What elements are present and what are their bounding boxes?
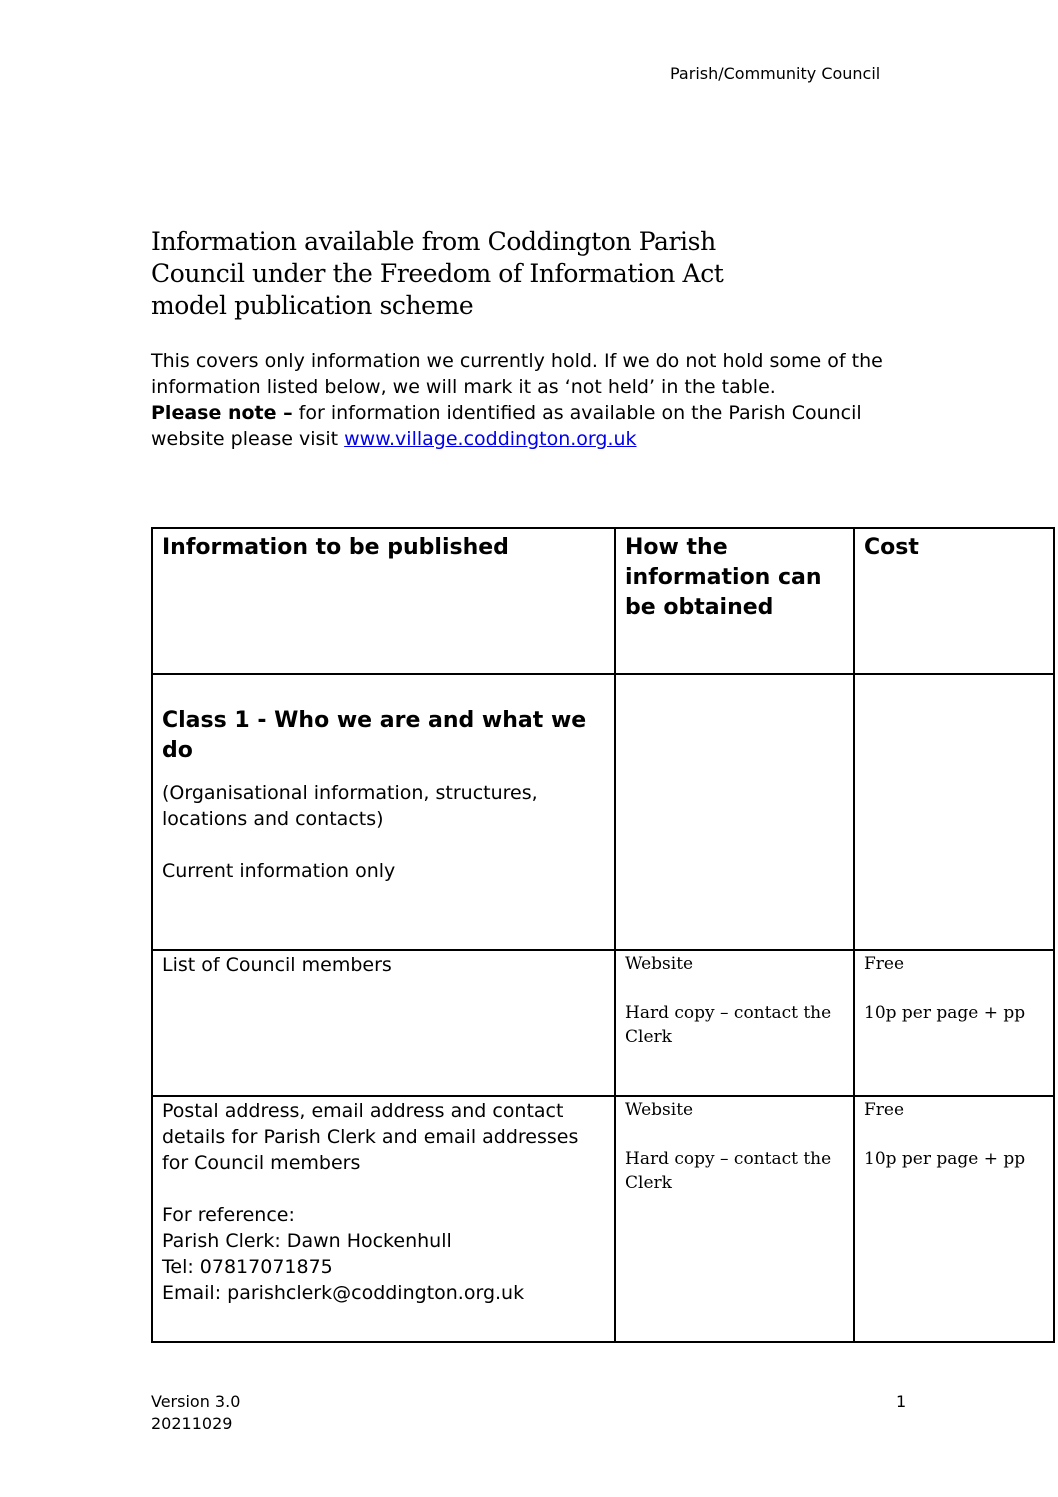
how-cell xyxy=(615,950,854,1096)
class-cost-cell xyxy=(854,674,1054,950)
class-title: Class 1 - Who we are and what we do xyxy=(162,708,587,763)
reference-label: For reference: xyxy=(162,1204,295,1226)
note-text: for information identified as available on the Parish Council website please visit xyxy=(151,402,862,450)
class-cell xyxy=(152,674,615,950)
title-line: model publication scheme xyxy=(151,291,474,320)
cost-website: Free xyxy=(864,1100,905,1120)
info-text: Postal address, email address and contact details for Parish Clerk and email addresses for Council members xyxy=(162,1100,579,1174)
header-info: Information to be published xyxy=(152,528,615,674)
title-line: Council under the Freedom of Information Act xyxy=(151,259,724,288)
header-how: How the information can be obtained xyxy=(615,528,854,674)
how-website: Website xyxy=(625,1100,694,1120)
cost-cell xyxy=(854,950,1054,1096)
how-cell xyxy=(615,1096,854,1342)
note-paragraph xyxy=(151,400,911,452)
page-number: 1 xyxy=(896,1392,907,1411)
footer-version-block xyxy=(151,1391,240,1435)
note-label: Please note – xyxy=(151,402,293,424)
cost-website: Free xyxy=(864,954,905,974)
class-description: (Organisational information, structures, locations and contacts) xyxy=(162,782,538,830)
cost-cell xyxy=(854,1096,1054,1342)
how-website: Website xyxy=(625,954,694,974)
reference-tel: Tel: 07817071875 xyxy=(162,1256,333,1278)
table-row xyxy=(152,1096,1054,1342)
table-header-row xyxy=(152,528,1054,674)
cost-hard-copy: 10p per page + pp xyxy=(864,1003,1026,1023)
title-line: Information available from Coddington Parish xyxy=(151,227,716,256)
header-cost: Cost xyxy=(854,528,1054,674)
class-scope: Current information only xyxy=(162,860,396,882)
how-hard-copy: Hard copy – contact the Clerk xyxy=(625,1003,832,1047)
reference-email: Email: parishclerk@coddington.org.uk xyxy=(162,1282,525,1304)
website-link[interactable]: www.village.coddington.org.uk xyxy=(344,428,637,450)
info-text: List of Council members xyxy=(162,954,392,976)
reference-clerk: Parish Clerk: Dawn Hockenhull xyxy=(162,1230,452,1252)
how-hard-copy: Hard copy – contact the Clerk xyxy=(625,1149,832,1193)
page-title xyxy=(151,226,771,322)
footer-date: 20211029 xyxy=(151,1414,233,1433)
cost-hard-copy: 10p per page + pp xyxy=(864,1149,1026,1169)
footer-version: Version 3.0 xyxy=(151,1392,241,1411)
intro-paragraph: This covers only information we currently hold. If we do not hold some of the information listed below, we will mark it as ‘not held’ in the table. xyxy=(151,350,883,398)
intro-section xyxy=(151,348,911,452)
class-how-cell xyxy=(615,674,854,950)
info-cell xyxy=(152,950,615,1096)
table-row xyxy=(152,950,1054,1096)
publication-table xyxy=(151,527,1055,1343)
class-row xyxy=(152,674,1054,950)
info-cell xyxy=(152,1096,615,1342)
running-head: Parish/Community Council xyxy=(670,64,881,83)
